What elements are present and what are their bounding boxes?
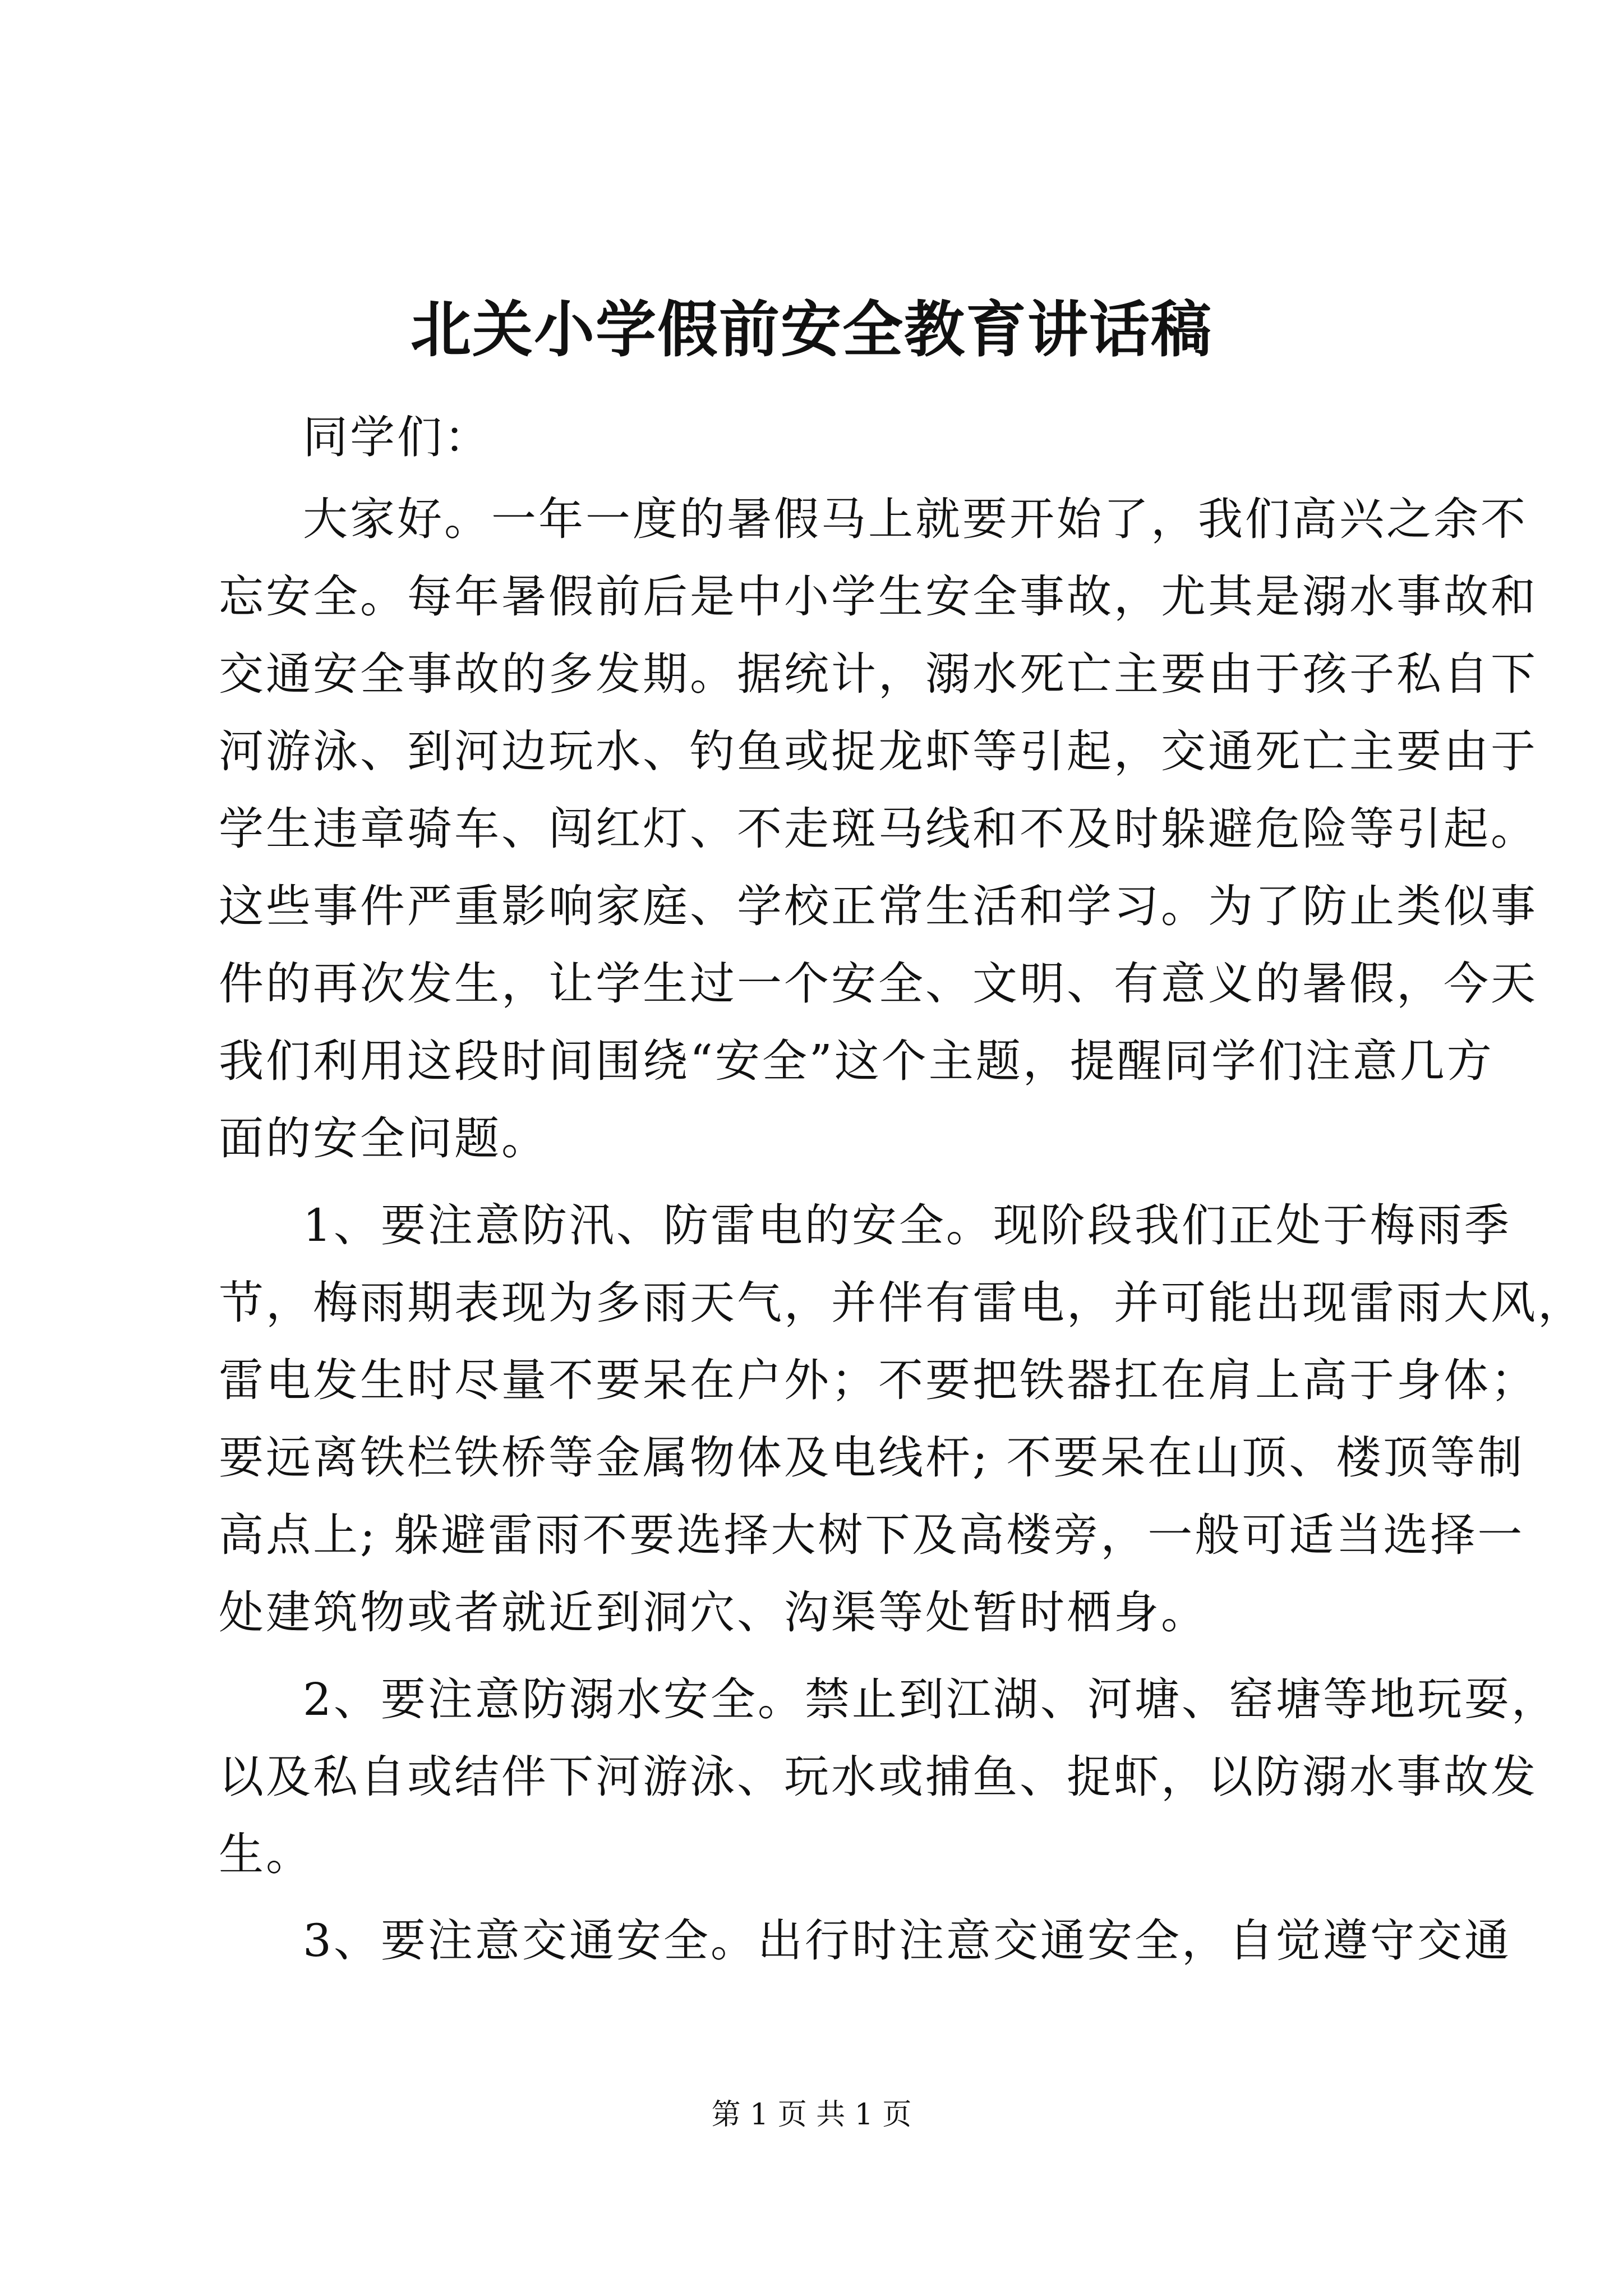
paragraph-line: 要远离铁栏铁桥等金属物体及电线杆; 不要呆在山顶、楼顶等制 [219,1432,1525,1484]
paragraph-line: 忘安全。每年暑假前后是中小学生安全事故，尤其是溺水事故和 [219,570,1538,623]
paragraph-line: 我们利用这段时间围绕“安全”这个主题，提醒同学们注意几方 [219,1035,1494,1087]
page-footer: 第 1 页 共 1 页 [711,2098,912,2132]
paragraph-line: 高点上; 躲避雷雨不要选择大树下及高楼旁，一般可适当选择一 [219,1509,1525,1561]
paragraph-line: 节，梅雨期表现为多雨天气，并伴有雷电，并可能出现雷雨大风， [219,1277,1585,1329]
paragraph-line: 这些事件严重影响家庭、学校正常生活和学习。为了防止类似事 [219,880,1538,932]
paragraph-line: 大家好。一年一度的暑假马上就要开始了，我们高兴之余不 [303,493,1528,545]
paragraph-line: 学生违章骑车、闯红灯、不走斑马线和不及时躲避危险等引起。 [219,803,1538,855]
paragraph-line: 2、要注意防溺水安全。禁止到江湖、河塘、窑塘等地玩耍， [303,1673,1559,1726]
paragraph-line: 交通安全事故的多发期。据统计，溺水死亡主要由于孩子私自下 [219,648,1538,700]
paragraph-line: 雷电发生时尽量不要呆在户外；不要把铁器扛在肩上高于身体； [219,1354,1538,1406]
paragraph-line: 件的再次发生，让学生过一个安全、文明、有意义的暑假，今天 [219,958,1538,1010]
paragraph-line: 面的安全问题。 [219,1112,548,1165]
paragraph-line: 1、要注意防汛、防雷电的安全。现阶段我们正处于梅雨季 [303,1199,1511,1251]
greeting-line: 同学们： [303,411,491,463]
paragraph-line: 生。 [219,1828,313,1880]
paragraph-line: 处建筑物或者就近到洞穴、沟渠等处暂时栖身。 [219,1586,1208,1639]
paragraph-line: 3、要注意交通安全。出行时注意交通安全，自觉遵守交通 [303,1915,1511,1967]
paragraph-line: 河游泳、到河边玩水、钓鱼或捉龙虾等引起，交通死亡主要由于 [219,725,1538,777]
paragraph-line: 以及私自或结伴下河游泳、玩水或捕鱼、捉虾，以防溺水事故发 [219,1751,1538,1803]
page-title: 北关小学假前安全教育讲话稿 [410,295,1212,365]
